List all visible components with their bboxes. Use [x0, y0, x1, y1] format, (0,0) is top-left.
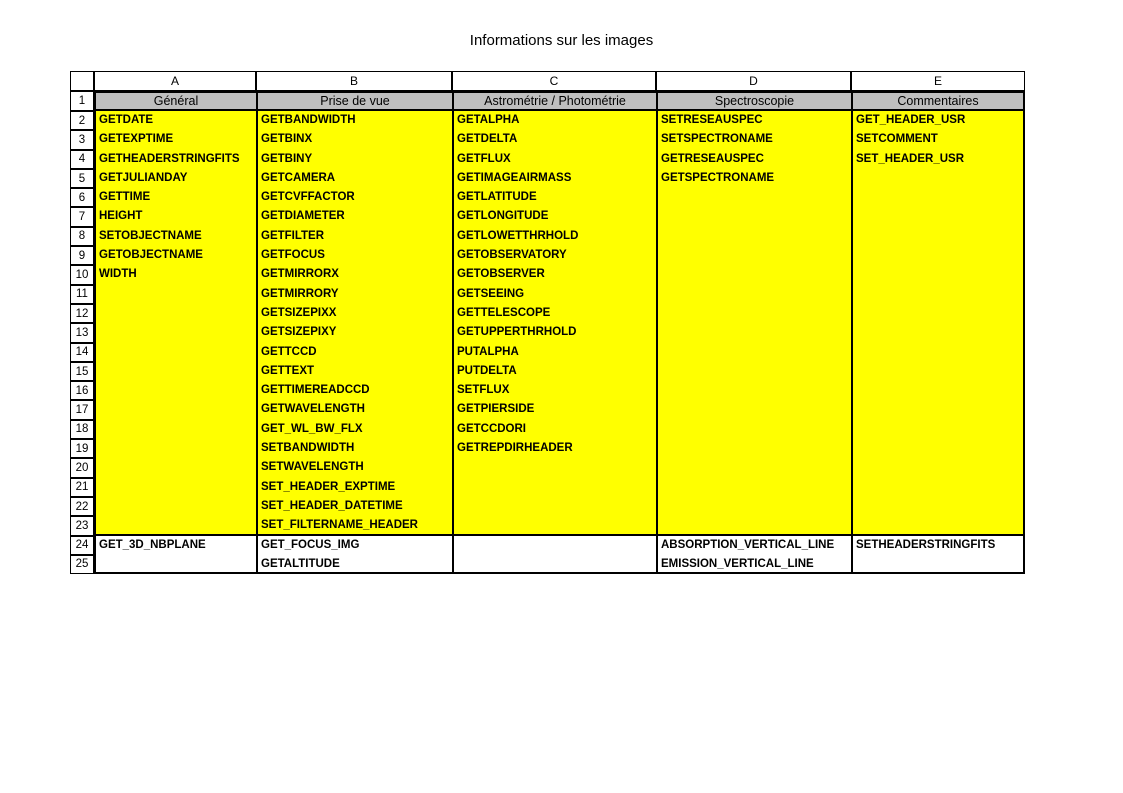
column-letter-B: B: [256, 71, 452, 91]
cell-B11: GETMIRRORY: [261, 287, 339, 300]
row-number-6: 6: [70, 188, 94, 207]
cell-B24: GET_FOCUS_IMG: [261, 538, 360, 551]
cell-E25: [853, 555, 1023, 574]
cell-E9: [853, 246, 1023, 265]
cell-D2: SETRESEAUSPEC: [661, 114, 763, 126]
cell-C16: SETFLUX: [457, 384, 510, 397]
cell-B8: GETFILTER: [261, 229, 325, 242]
cell-A2: GETDATE: [99, 114, 154, 126]
cell-C9: GETOBSERVATORY: [457, 249, 567, 262]
row-number-19: 19: [70, 439, 94, 458]
cell-A23: [96, 516, 256, 535]
cell-C18: GETCCDORI: [457, 422, 526, 435]
cell-E18: [853, 420, 1023, 439]
cell-D7: [658, 207, 851, 226]
cell-B19: SETBANDWIDTH: [261, 442, 355, 455]
cell-E15: [853, 362, 1023, 381]
cell-B7: GETDIAMETER: [261, 210, 345, 223]
category-header-D: Spectroscopie: [656, 91, 851, 111]
spreadsheet-table: [70, 71, 1025, 574]
cell-E3: SETCOMMENT: [856, 133, 938, 146]
cell-D5: GETSPECTRONAME: [661, 171, 775, 184]
column-letter-A: A: [94, 71, 256, 91]
row-number-5: 5: [70, 169, 94, 188]
cell-A8: SETOBJECTNAME: [99, 229, 202, 242]
row-number-21: 21: [70, 478, 94, 497]
cell-C17: GETPIERSIDE: [457, 403, 535, 416]
cell-A12: [96, 304, 256, 323]
cell-E24: SETHEADERSTRINGFITS: [856, 538, 996, 551]
row-number-12: 12: [70, 304, 94, 323]
main-block-C: [452, 111, 656, 536]
cell-B25: GETALTITUDE: [261, 557, 340, 570]
row-number-17: 17: [70, 400, 94, 419]
cell-E17: [853, 400, 1023, 419]
row-number-1: 1: [70, 91, 94, 111]
category-header-C: Astrométrie / Photométrie: [452, 91, 656, 111]
cell-E13: [853, 323, 1023, 342]
cell-B20: SETWAVELENGTH: [261, 461, 364, 474]
cell-B22: SET_HEADER_DATETIME: [261, 499, 403, 512]
cell-D6: [658, 188, 851, 207]
cell-B14: GETTCCD: [261, 345, 317, 358]
cell-B15: GETTEXT: [261, 364, 315, 377]
cell-C3: GETDELTA: [457, 133, 518, 146]
cell-E4: SET_HEADER_USR: [856, 152, 964, 165]
category-header-B: Prise de vue: [256, 91, 452, 111]
cell-C25: [454, 555, 656, 574]
main-block-D: [656, 111, 851, 536]
category-header-E: Commentaires: [851, 91, 1025, 111]
cell-C24: [454, 536, 656, 555]
cell-B12: GETSIZEPIXX: [261, 306, 337, 319]
cell-B17: GETWAVELENGTH: [261, 403, 365, 416]
column-letter-C: C: [452, 71, 656, 91]
row-number-8: 8: [70, 227, 94, 246]
cell-C6: GETLATITUDE: [457, 191, 537, 204]
cell-C12: GETTELESCOPE: [457, 306, 551, 319]
cell-C22: [454, 497, 656, 516]
cell-C7: GETLONGITUDE: [457, 210, 549, 223]
cell-D11: [658, 285, 851, 304]
cell-D4: GETRESEAUSPEC: [661, 152, 764, 165]
cell-B2: GETBANDWIDTH: [261, 114, 356, 126]
cell-B5: GETCAMERA: [261, 171, 336, 184]
cell-D17: [658, 400, 851, 419]
cell-E12: [853, 304, 1023, 323]
cell-A21: [96, 478, 256, 497]
column-letter-E: E: [851, 71, 1025, 91]
cell-C19: GETREPDIRHEADER: [457, 442, 573, 455]
row-number-24: 24: [70, 536, 94, 555]
cell-D19: [658, 439, 851, 458]
cell-B6: GETCVFFACTOR: [261, 191, 355, 204]
cell-D3: SETSPECTRONAME: [661, 133, 773, 146]
bottom-block-B: [256, 536, 452, 575]
row-number-15: 15: [70, 362, 94, 381]
bottom-block-A: [94, 536, 256, 575]
cell-E10: [853, 265, 1023, 284]
cell-D10: [658, 265, 851, 284]
cell-D8: [658, 227, 851, 246]
cell-E7: [853, 207, 1023, 226]
cell-E2: GET_HEADER_USR: [856, 114, 966, 126]
cell-E20: [853, 458, 1023, 477]
cell-A14: [96, 343, 256, 362]
cell-C15: PUTDELTA: [457, 364, 517, 377]
cell-D20: [658, 458, 851, 477]
cell-E5: [853, 169, 1023, 188]
bottom-block-E: [851, 536, 1025, 575]
row-number-20: 20: [70, 458, 94, 477]
cell-E21: [853, 478, 1023, 497]
cell-D14: [658, 343, 851, 362]
cell-B10: GETMIRRORX: [261, 268, 339, 281]
bottom-block-D: [656, 536, 851, 575]
row-number-11: 11: [70, 285, 94, 304]
cell-A6: GETTIME: [99, 191, 151, 204]
cell-E8: [853, 227, 1023, 246]
column-letter-D: D: [656, 71, 851, 91]
cell-A17: [96, 400, 256, 419]
cell-A5: GETJULIANDAY: [99, 171, 188, 184]
cell-A4: GETHEADERSTRINGFITS: [99, 152, 240, 165]
cell-D16: [658, 381, 851, 400]
cell-A19: [96, 439, 256, 458]
row-number-22: 22: [70, 497, 94, 516]
row-number-2: 2: [70, 111, 94, 130]
cell-D21: [658, 478, 851, 497]
row-number-9: 9: [70, 246, 94, 265]
row-number-7: 7: [70, 207, 94, 226]
cell-E23: [853, 516, 1023, 535]
cell-E19: [853, 439, 1023, 458]
page-title: Informations sur les images: [469, 32, 654, 49]
cell-A20: [96, 458, 256, 477]
cell-A3: GETEXPTIME: [99, 133, 174, 146]
cell-D23: [658, 516, 851, 535]
row-number-10: 10: [70, 265, 94, 284]
cell-D25: EMISSION_VERTICAL_LINE: [661, 557, 814, 570]
cell-E14: [853, 343, 1023, 362]
cell-A15: [96, 362, 256, 381]
cell-D12: [658, 304, 851, 323]
cell-E22: [853, 497, 1023, 516]
cell-B21: SET_HEADER_EXPTIME: [261, 480, 396, 493]
cell-A22: [96, 497, 256, 516]
row-number-13: 13: [70, 323, 94, 342]
main-block-E: [851, 111, 1025, 536]
cell-C11: GETSEEING: [457, 287, 525, 300]
row-number-25: 25: [70, 555, 94, 574]
cell-D24: ABSORPTION_VERTICAL_LINE: [661, 538, 835, 551]
cell-A18: [96, 420, 256, 439]
cell-D18: [658, 420, 851, 439]
cell-B13: GETSIZEPIXY: [261, 326, 337, 339]
main-block-B: [256, 111, 452, 536]
cell-A25: [96, 555, 256, 574]
cell-D15: [658, 362, 851, 381]
cell-D13: [658, 323, 851, 342]
cell-E6: [853, 188, 1023, 207]
row-number-4: 4: [70, 150, 94, 169]
row-number-18: 18: [70, 420, 94, 439]
cell-B4: GETBINY: [261, 152, 313, 165]
cell-A10: WIDTH: [99, 268, 137, 281]
row-number-3: 3: [70, 130, 94, 149]
cell-C4: GETFLUX: [457, 152, 511, 165]
cell-A11: [96, 285, 256, 304]
cell-D22: [658, 497, 851, 516]
cell-B16: GETTIMEREADCCD: [261, 384, 370, 397]
cell-C23: [454, 516, 656, 535]
cell-C2: GETALPHA: [457, 114, 520, 126]
cell-A16: [96, 381, 256, 400]
cell-E16: [853, 381, 1023, 400]
cell-C21: [454, 478, 656, 497]
main-block-A: [94, 111, 256, 536]
cell-C10: GETOBSERVER: [457, 268, 545, 281]
category-header-A: Général: [94, 91, 256, 111]
cell-A7: HEIGHT: [99, 210, 143, 223]
row-number-14: 14: [70, 343, 94, 362]
cell-C5: GETIMAGEAIRMASS: [457, 171, 572, 184]
bottom-block-C: [452, 536, 656, 575]
corner-cell: [70, 71, 94, 91]
cell-B3: GETBINX: [261, 133, 313, 146]
cell-A24: GET_3D_NBPLANE: [99, 538, 206, 551]
row-number-23: 23: [70, 516, 94, 535]
cell-C20: [454, 458, 656, 477]
cell-C14: PUTALPHA: [457, 345, 519, 358]
cell-B18: GET_WL_BW_FLX: [261, 422, 363, 435]
row-number-16: 16: [70, 381, 94, 400]
cell-D9: [658, 246, 851, 265]
cell-C8: GETLOWETTHRHOLD: [457, 229, 579, 242]
cell-E11: [853, 285, 1023, 304]
cell-C13: GETUPPERTHRHOLD: [457, 326, 577, 339]
cell-A13: [96, 323, 256, 342]
cell-B9: GETFOCUS: [261, 249, 325, 262]
cell-B23: SET_FILTERNAME_HEADER: [261, 519, 418, 532]
cell-A9: GETOBJECTNAME: [99, 249, 203, 262]
